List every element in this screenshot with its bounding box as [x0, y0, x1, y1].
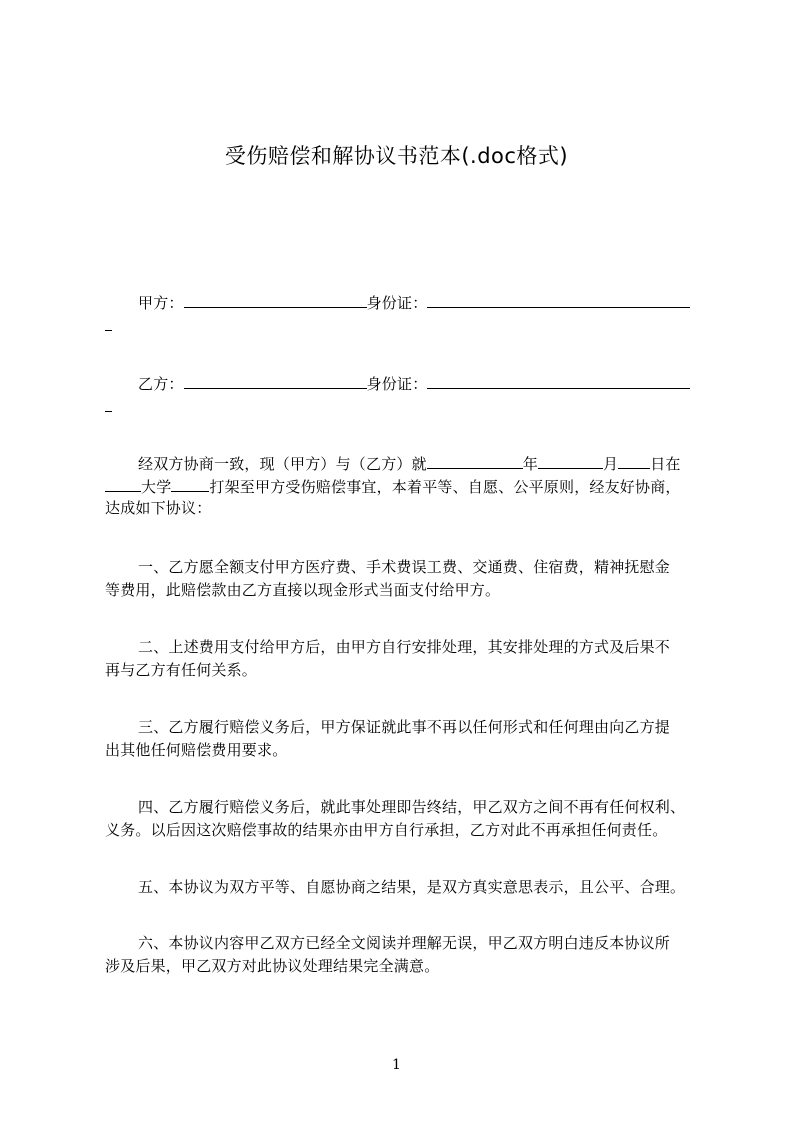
party-b-id-blank[interactable]: [427, 371, 690, 389]
university-label: 大学: [141, 478, 172, 496]
clause-3-line-1: 三、乙方履行赔偿义务后，甲方保证就此事不再以任何形式和任何理由向乙方提: [138, 718, 671, 736]
party-b-id-blank-cont[interactable]: [105, 394, 112, 412]
intro-text-1: 经双方协商一致，现（甲方）与（乙方）就: [138, 455, 427, 473]
party-b-line-cont: [105, 394, 705, 417]
party-a-line-cont: [105, 313, 705, 336]
party-b-line: [105, 371, 705, 394]
party-b-label: 乙方：: [138, 375, 184, 393]
clause-1-line-1: 一、乙方愿全额支付甲方医疗费、手术费误工费、交通费、住宿费，精神抚慰金: [138, 558, 671, 576]
clause-2: [105, 636, 705, 682]
party-b-name-blank[interactable]: [184, 371, 367, 389]
day-blank[interactable]: [618, 451, 650, 469]
page-number: 1: [392, 1057, 401, 1073]
party-a-id-label: 身份证：: [366, 294, 428, 312]
party-b-id-label: 身份证：: [366, 375, 428, 393]
clause-4-line-2: 义务。以后因这次赔偿事故的结果亦由甲方自行承担，乙方对此不再承担任何责任。: [105, 821, 668, 839]
clause-1-line-2: 等费用，此赔偿款由乙方直接以现金形式当面支付给甲方。: [105, 581, 501, 599]
intro-text-2: 打架至甲方受伤赔偿事宜，本着平等、自愿、公平原则，经友好协商，: [209, 478, 681, 496]
party-a-name-blank[interactable]: [184, 290, 367, 308]
clause-4-line-1: 四、乙方履行赔偿义务后，就此事处理即告终结，甲乙双方之间不再有任何权利、: [138, 798, 686, 816]
month-label: 月: [603, 455, 619, 473]
party-a-block: [105, 290, 705, 336]
clause-6-line-1: 六、本协议内容甲乙双方已经全文阅读并理解无误，甲乙双方明白违反本协议所: [138, 934, 671, 952]
year-label: 年: [522, 455, 539, 473]
clause-5: [105, 876, 705, 899]
clause-1: [105, 556, 705, 602]
clause-3-line-2: 出其他任何赔偿费用要求。: [105, 741, 288, 759]
party-a-line: [105, 290, 705, 313]
clause-5-line-1: 五、本协议为双方平等、自愿协商之结果，是双方真实意思表示，且公平、合理。: [138, 878, 686, 896]
party-a-label: 甲方：: [138, 294, 184, 312]
party-b-block: [105, 371, 705, 417]
party-a-id-blank[interactable]: [427, 290, 690, 308]
clause-2-line-1: 二、上述费用支付给甲方后，由甲方自行安排处理，其安排处理的方式及后果不: [138, 638, 671, 656]
clause-6: [105, 932, 705, 978]
intro-line-2: [105, 474, 705, 497]
university-blank[interactable]: [171, 474, 209, 492]
clause-4: [105, 796, 705, 842]
clause-3: [105, 716, 705, 762]
year-blank[interactable]: [427, 451, 523, 469]
intro-line-3: 达成如下协议：: [105, 499, 212, 517]
document-title: 受伤赔偿和解协议书范本(.doc格式): [224, 144, 569, 168]
day-label: 日在: [650, 455, 681, 473]
clause-2-line-2: 再与乙方有任何关系。: [105, 661, 258, 679]
intro-line-1: [105, 451, 705, 474]
party-a-id-blank-cont[interactable]: [105, 313, 112, 331]
intro-paragraph: [105, 451, 705, 520]
month-blank[interactable]: [538, 451, 603, 469]
place-blank[interactable]: [105, 474, 141, 492]
clause-6-line-2: 涉及后果，甲乙双方对此协议处理结果完全满意。: [105, 957, 440, 975]
